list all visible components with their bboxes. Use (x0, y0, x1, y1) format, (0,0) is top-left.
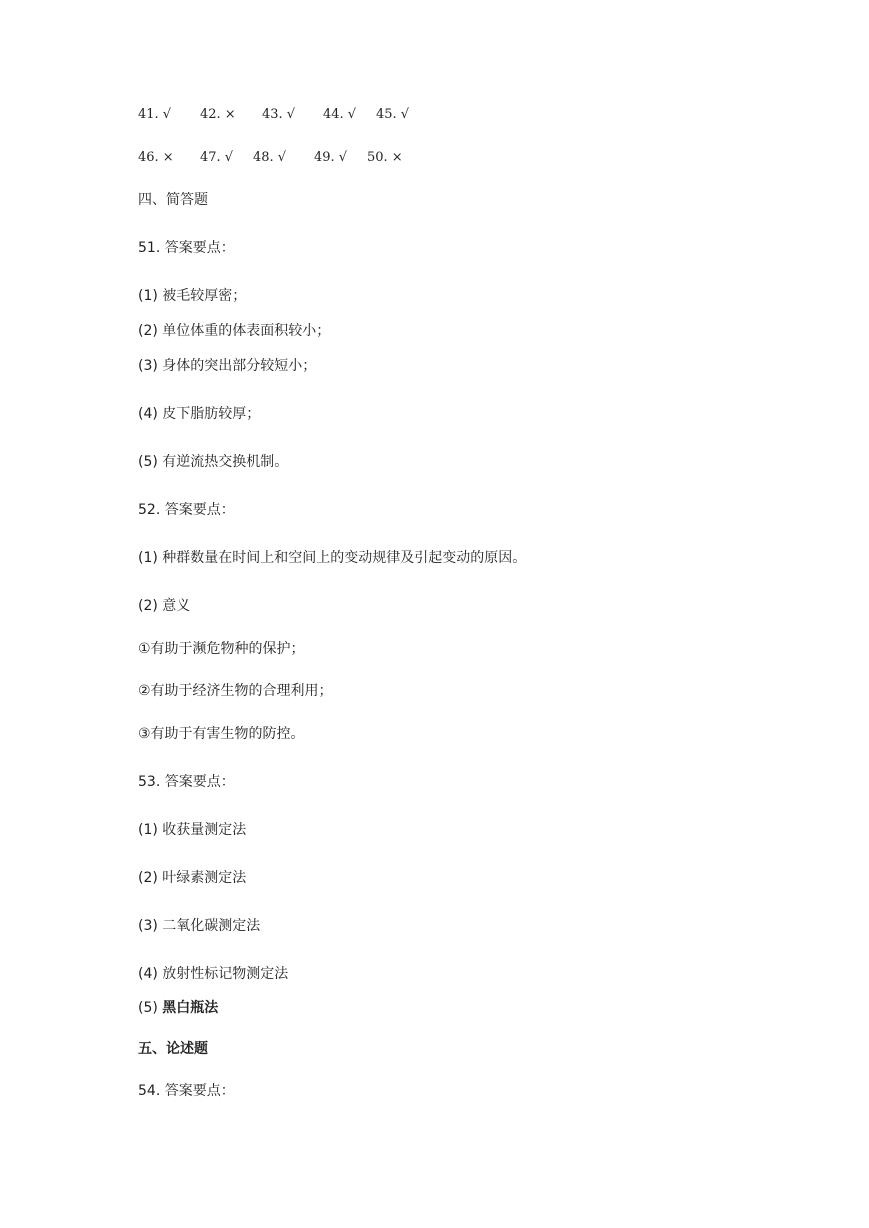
q52-point-1: (1) 种群数量在时间上和空间上的变动规律及引起变动的原因。 (138, 550, 527, 566)
q53-point-5-prefix: (5) (138, 1000, 163, 1016)
judgement-45: 45. √ (376, 107, 410, 122)
q52-sub-1: ①有助于濒危物种的保护； (138, 641, 305, 657)
judgement-43: 43. √ (262, 107, 296, 122)
q53-point-5 (138, 999, 218, 1017)
q52-sub-2: ②有助于经济生物的合理利用； (138, 683, 333, 699)
section-title-essay: 五、论述题 (138, 1041, 208, 1057)
q52-point-2: (2) 意义 (138, 598, 191, 614)
judgement-47: 47. √ (200, 150, 234, 165)
q51-point-1: (1) 被毛较厚密； (138, 288, 247, 304)
judgement-50: 50. × (367, 150, 403, 165)
q53-point-3: (3) 二氧化碳测定法 (138, 918, 261, 934)
q51-point-2: (2) 单位体重的体表面积较小； (138, 323, 331, 339)
q53-point-1: (1) 收获量测定法 (138, 822, 247, 838)
judgement-48: 48. √ (253, 150, 287, 165)
q54-label: 54. 答案要点： (138, 1083, 235, 1099)
judgement-49: 49. √ (314, 150, 348, 165)
q51-point-4: (4) 皮下脂肪较厚； (138, 406, 261, 422)
judgement-46: 46. × (138, 150, 174, 165)
q52-sub-3: ③有助于有害生物的防控。 (138, 726, 305, 742)
judgement-44: 44. √ (323, 107, 357, 122)
q51-point-5: (5) 有逆流热交换机制。 (138, 454, 289, 470)
q51-point-3: (3) 身体的突出部分较短小； (138, 358, 317, 374)
judgement-42: 42. × (200, 107, 236, 122)
q53-point-2: (2) 叶绿素测定法 (138, 870, 247, 886)
q53-point-5-text: 黑白瓶法 (162, 1000, 219, 1016)
judgement-41: 41. √ (138, 107, 172, 122)
section-title-short-answer: 四、简答题 (138, 192, 208, 208)
q53-label: 53. 答案要点： (138, 774, 235, 790)
q51-label: 51. 答案要点： (138, 240, 235, 256)
q53-point-4: (4) 放射性标记物测定法 (138, 966, 289, 982)
q52-label: 52. 答案要点： (138, 502, 235, 518)
